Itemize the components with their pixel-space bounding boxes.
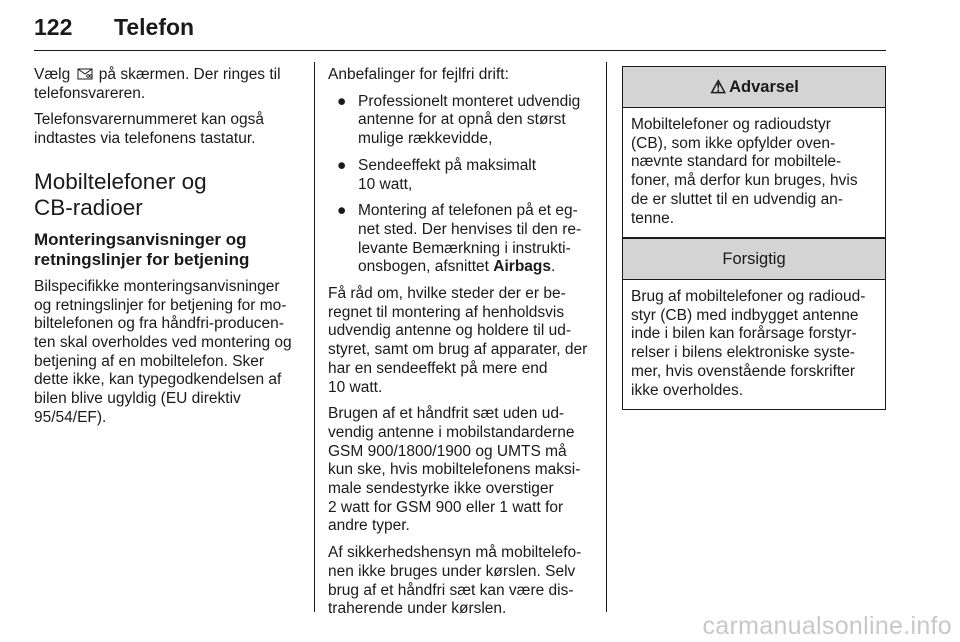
section-title: Telefon xyxy=(114,14,195,40)
list-item: ● Sendeeffekt på maksimalt 10 watt, xyxy=(337,156,537,193)
header-rule xyxy=(34,50,886,51)
safety-paragraph: Af sikkerhedshensyn må mobiltelefo- nen ikke bruges under kørslen. Selv brug af et håndfri sæt kan være dis- traherende under kørslen. xyxy=(328,544,582,618)
caution-title: Forsigtig xyxy=(623,239,885,280)
list-item: ● Montering af telefonen på et eg- net sted. Der henvises til den re- levante Bemærkning i instrukti- onsbogen, afsnittet Airbags. xyxy=(337,202,582,276)
warning-title: ⚠ Advarsel xyxy=(623,67,885,108)
column-left xyxy=(34,66,302,435)
recommendations-intro: Anbefalinger for fejlfri drift: xyxy=(328,66,509,83)
warning-text: Mobiltelefoner og radioudstyr (CB), som ikke opfylder oven- nævnte standard for mobiltele- foner, må derfor kun bruges, hvis de er sluttet til en udvendig an- tenne. xyxy=(631,116,858,227)
column-middle xyxy=(328,66,594,627)
airbags-link[interactable]: Airbags xyxy=(493,258,552,276)
column-divider xyxy=(606,62,607,612)
page-number: 122 xyxy=(34,14,73,40)
list-item: ● Professionelt monteret udvendig antenne for at opnå den størst mulige rækkevidde, xyxy=(337,92,581,148)
keypad-paragraph: Telefonsvarernummeret kan også indtastes via telefonens tastatur. xyxy=(34,111,265,148)
caution-text: Brug af mobiltelefoner og radioud- styr (CB) med indbygget antenne inde i bilen kan forårsage forstyr- relser i bilens elektroniske syste- mer, hvis ovenstående forskrifter ikke overholdes. xyxy=(631,288,866,399)
section-heading: Mobiltelefoner og CB-radioer xyxy=(34,168,207,220)
column-divider xyxy=(314,62,315,612)
mounting-advice-paragraph: Få råd om, hvilke steder der er be- regnet til montering af henholdsvis udvendig antenne og holdere til ud- styret, samt om brug af apparater, der har en sendeeffekt på mere end 10 watt. xyxy=(328,285,588,396)
bullet-icon: ● xyxy=(337,202,347,220)
bullet-icon: ● xyxy=(337,156,347,174)
warning-box xyxy=(622,66,886,238)
recommendations-list xyxy=(328,93,594,277)
installation-paragraph: Bilspecifikke monteringsanvisninger og retningslinjer for betjening for mo- biltelefonen og fra håndfri-producen- ten skal overholdes ved montering og betjening af en mobiltelefon. Sker dette ikke, kan typegodkendelsen af bilen blive ugyldig (EU direktiv 95/54/EF). xyxy=(34,277,292,426)
page-header xyxy=(34,14,886,50)
handsfree-paragraph: Brugen af et håndfrit sæt uden ud- vendig antenne i mobilstandarderne GSM 900/1800/1900 og UMTS må kun ske, hvis mobiltelefonens maksi- male sendestyrke ikke overstiger 2 watt for GSM 900 eller 1 watt for andre typer. xyxy=(328,405,581,535)
caution-box xyxy=(622,238,886,410)
bullet-icon: ● xyxy=(337,92,347,110)
warning-triangle-icon: ⚠ xyxy=(710,76,727,97)
voicemail-icon xyxy=(77,68,93,80)
voicemail-paragraph: Vælg på skærmen. Der ringes til telefonsvareren. xyxy=(34,66,281,102)
watermark: carmanualsonline.info xyxy=(702,612,952,640)
sub-heading: Monteringsanvisninger og retningslinjer for betjening xyxy=(34,229,250,269)
